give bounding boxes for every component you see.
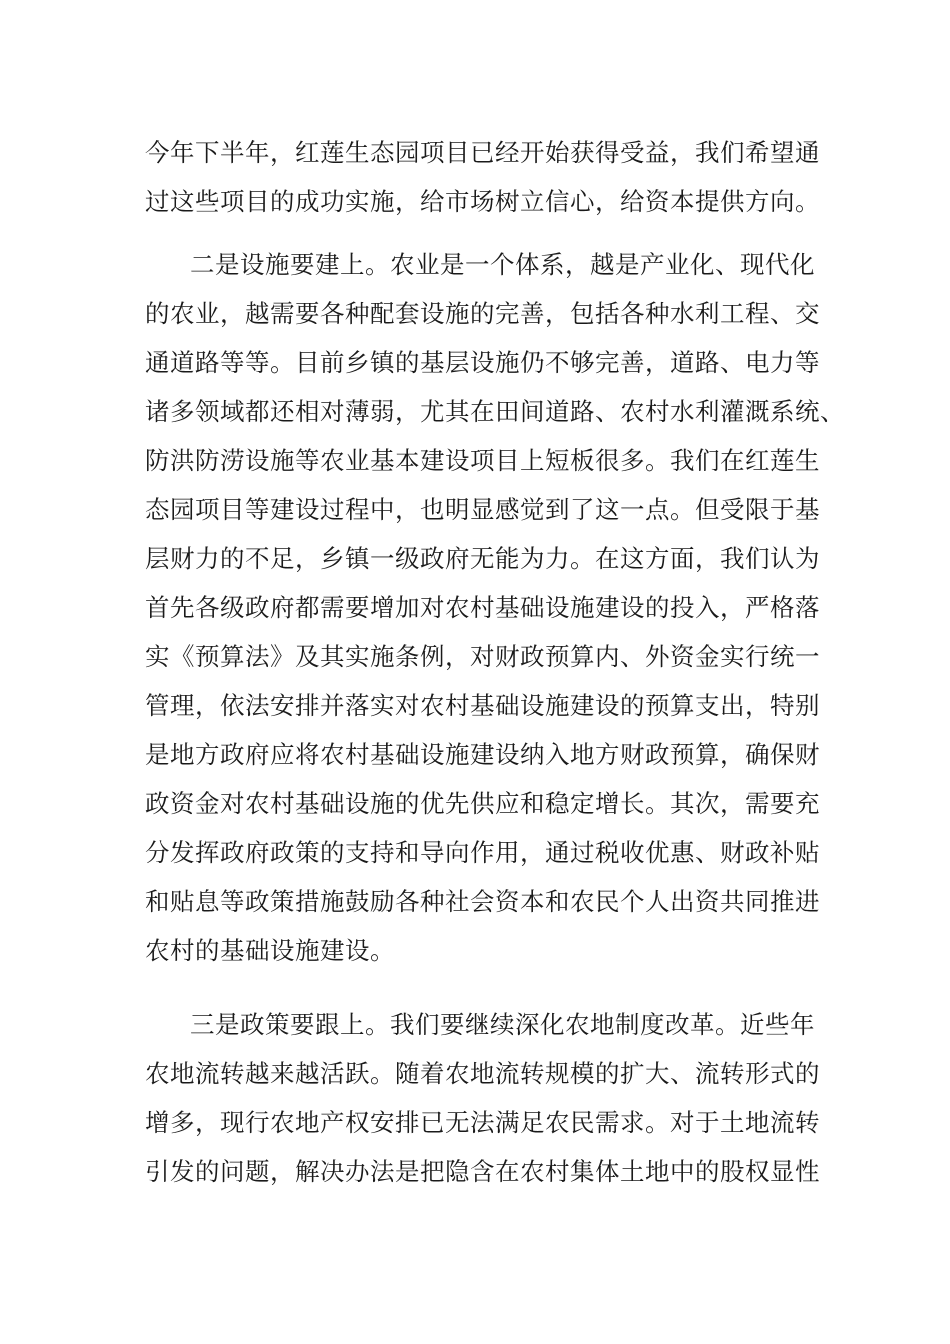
text-line: 政资金对农村基础设施的优先供应和稳定增长。其次，需要充 [145, 789, 820, 818]
text-line: 今年下半年，红莲生态园项目已经开始获得受益，我们希望通 [145, 138, 820, 167]
text-line: 的农业，越需要各种配套设施的完善，包括各种水利工程、交 [145, 299, 820, 328]
text-line: 层财力的不足，乡镇一级政府无能为力。在这方面，我们认为 [145, 544, 820, 573]
text-line: 农村的基础设施建设。 [145, 936, 395, 965]
text-line: 通道路等等。目前乡镇的基层设施仍不够完善，道路、电力等 [145, 348, 820, 377]
text-line: 实《预算法》及其实施条例，对财政预算内、外资金实行统一 [145, 642, 820, 671]
text-line: 首先各级政府都需要增加对农村基础设施建设的投入，严格落 [145, 593, 820, 622]
text-line: 增多，现行农地产权安排已无法满足农民需求。对于土地流转 [145, 1108, 820, 1137]
text-line: 二是设施要建上。农业是一个体系，越是产业化、现代化 [190, 250, 815, 279]
text-line: 和贴息等政策措施鼓励各种社会资本和农民个人出资共同推进 [145, 887, 820, 916]
text-line: 防洪防涝设施等农业基本建设项目上短板很多。我们在红莲生 [145, 446, 820, 475]
text-line: 引发的问题，解决办法是把隐含在农村集体土地中的股权显性 [145, 1157, 820, 1186]
text-line: 诸多领域都还相对薄弱，尤其在田间道路、农村水利灌溉系统、 [145, 397, 845, 426]
text-line: 态园项目等建设过程中，也明显感觉到了这一点。但受限于基 [145, 495, 820, 524]
text-line: 农地流转越来越活跃。随着农地流转规模的扩大、流转形式的 [145, 1059, 820, 1088]
text-line: 分发挥政府政策的支持和导向作用，通过税收优惠、财政补贴 [145, 838, 820, 867]
text-line: 管理，依法安排并落实对农村基础设施建设的预算支出，特别 [145, 691, 820, 720]
text-line: 三是政策要跟上。我们要继续深化农地制度改革。近些年 [190, 1010, 815, 1039]
text-line: 是地方政府应将农村基础设施建设纳入地方财政预算，确保财 [145, 740, 820, 769]
text-line: 过这些项目的成功实施，给市场树立信心，给资本提供方向。 [145, 187, 820, 216]
